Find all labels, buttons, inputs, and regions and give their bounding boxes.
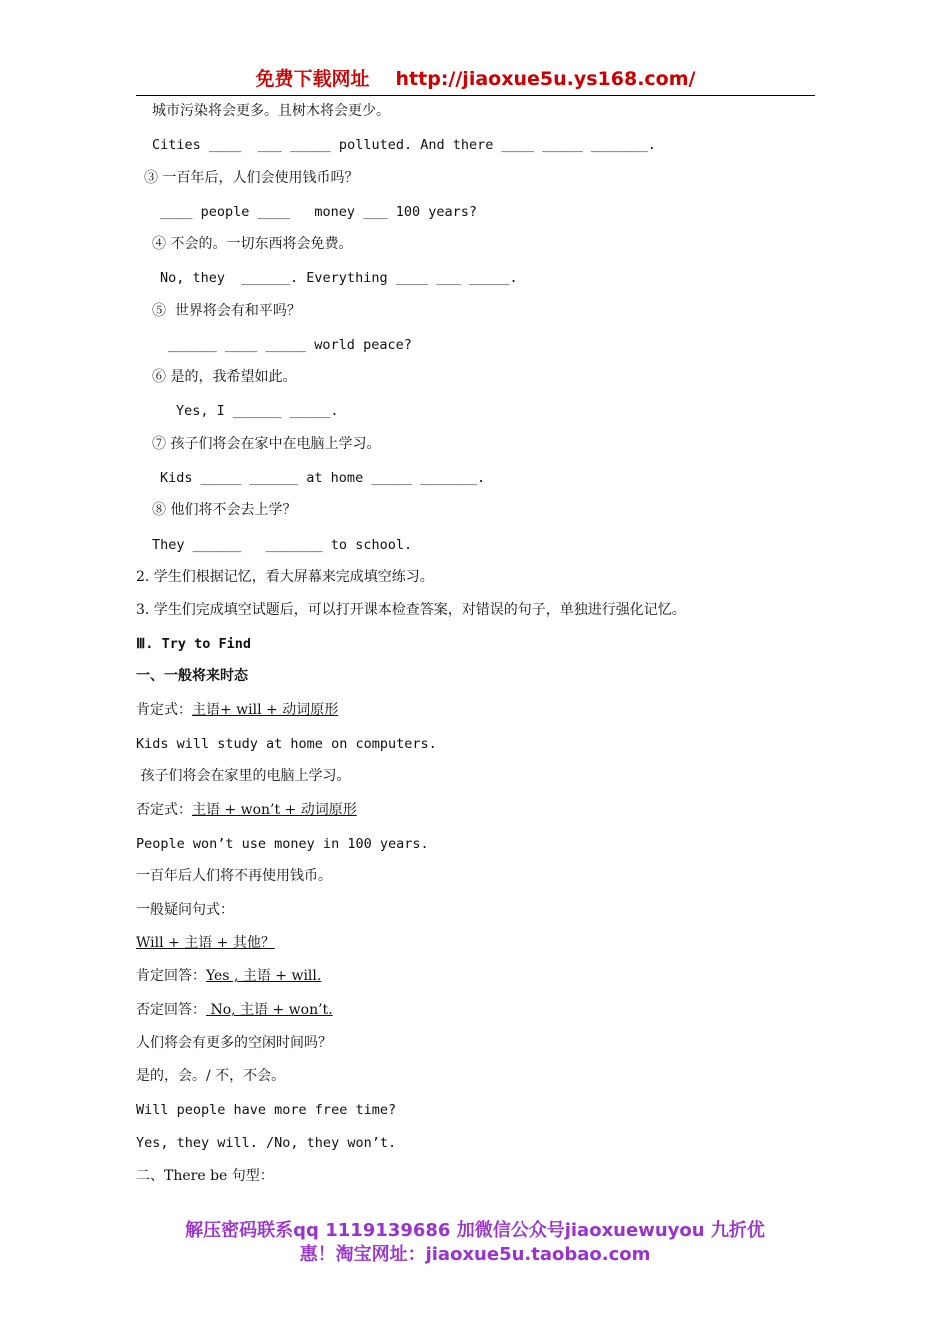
example-answer-cn: 是的，会。/ 不，不会。 xyxy=(136,1068,286,1084)
yes-answer-row xyxy=(136,966,321,986)
example-question-cn: 人们将会有更多的空闲时间吗？ xyxy=(136,1035,332,1051)
exercise-en-8: They ______ _______ to school. xyxy=(152,537,413,553)
no-answer-rule: No, 主语 + won’t. xyxy=(206,1002,333,1018)
question-rule: Will + 主语 + 其他？ xyxy=(136,935,275,951)
question-label: 一般疑问句式： xyxy=(136,902,234,918)
negative-rule-row xyxy=(136,800,357,820)
yes-answer-label: 肯定回答： xyxy=(136,968,206,984)
exercise-en-6: Yes, I ______ _____. xyxy=(176,403,339,419)
exercise-en-7: Kids _____ ______ at home _____ _______. xyxy=(160,470,486,486)
positive-rule-row xyxy=(136,700,338,720)
negative-example-cn: 一百年后人们将不再使用钱币。 xyxy=(136,868,332,884)
subsection-there-be: 二、There be 句型： xyxy=(136,1168,274,1184)
example-question-en: Will people have more free time? xyxy=(136,1102,397,1118)
yes-answer-rule: Yes , 主语 + will. xyxy=(206,968,322,984)
header-url[interactable]: http://jiaoxue5u.ys168.com/ xyxy=(395,68,696,90)
section-heading: Ⅲ. Try to Find xyxy=(136,636,251,652)
no-answer-row xyxy=(136,1000,333,1020)
exercise-cn-3: ③ 一百年后，人们会使用钱币吗？ xyxy=(144,170,359,186)
step-2: 2. 学生们根据记忆，看大屏幕来完成填空练习。 xyxy=(136,569,434,585)
exercise-en-4: No, they ______. Everything ____ ___ _____. xyxy=(160,270,518,286)
footer-line-1: 解压密码联系qq 1119139686 加微信公众号jiaoxuewuyou 九折优 xyxy=(185,1220,765,1241)
step-3: 3. 学生们完成填空试题后，可以打开课本检查答案，对错误的句子，单独进行强化记忆。 xyxy=(136,602,686,618)
negative-example-en: People won’t use money in 100 years. xyxy=(136,836,429,852)
exercise-en-1: Cities ____ ___ _____ polluted. And there ____ _____ _______. xyxy=(152,137,656,153)
exercise-cn-6: ⑥ 是的，我希望如此。 xyxy=(152,369,297,385)
positive-example-en: Kids will study at home on computers. xyxy=(136,736,437,752)
exercise-cn-5: ⑤ 世界将会有和平吗？ xyxy=(152,303,301,319)
negative-rule: 主语 + won’t + 动词原形 xyxy=(192,802,357,818)
example-answer-en: Yes, they will. /No, they won’t. xyxy=(136,1135,397,1151)
no-answer-label: 否定回答： xyxy=(136,1002,206,1018)
exercise-en-5: ______ ____ _____ world peace? xyxy=(168,337,412,353)
exercise-cn-4: ④ 不会的。一切东西将会免费。 xyxy=(152,236,353,252)
positive-example-cn: 孩子们将会在家里的电脑上学习。 xyxy=(136,768,351,784)
positive-label: 肯定式： xyxy=(136,702,192,718)
negative-label: 否定式： xyxy=(136,802,192,818)
exercise-cn-7: ⑦ 孩子们将会在家中在电脑上学习。 xyxy=(152,436,381,452)
page-header xyxy=(136,64,815,96)
exercise-en-3: ____ people ____ money ___ 100 years? xyxy=(160,204,477,220)
subsection-future-tense: 一、一般将来时态 xyxy=(136,668,248,684)
positive-rule: 主语+ will + 动词原形 xyxy=(192,702,339,718)
exercise-cn-1: 城市污染将会更多。且树木将会更少。 xyxy=(152,103,390,119)
exercise-cn-8: ⑧ 他们将不会去上学？ xyxy=(152,502,297,518)
footer-line-2: 惠！淘宝网址：jiaoxue5u.taobao.com xyxy=(299,1244,651,1265)
header-label: 免费下载网址 xyxy=(255,68,370,90)
